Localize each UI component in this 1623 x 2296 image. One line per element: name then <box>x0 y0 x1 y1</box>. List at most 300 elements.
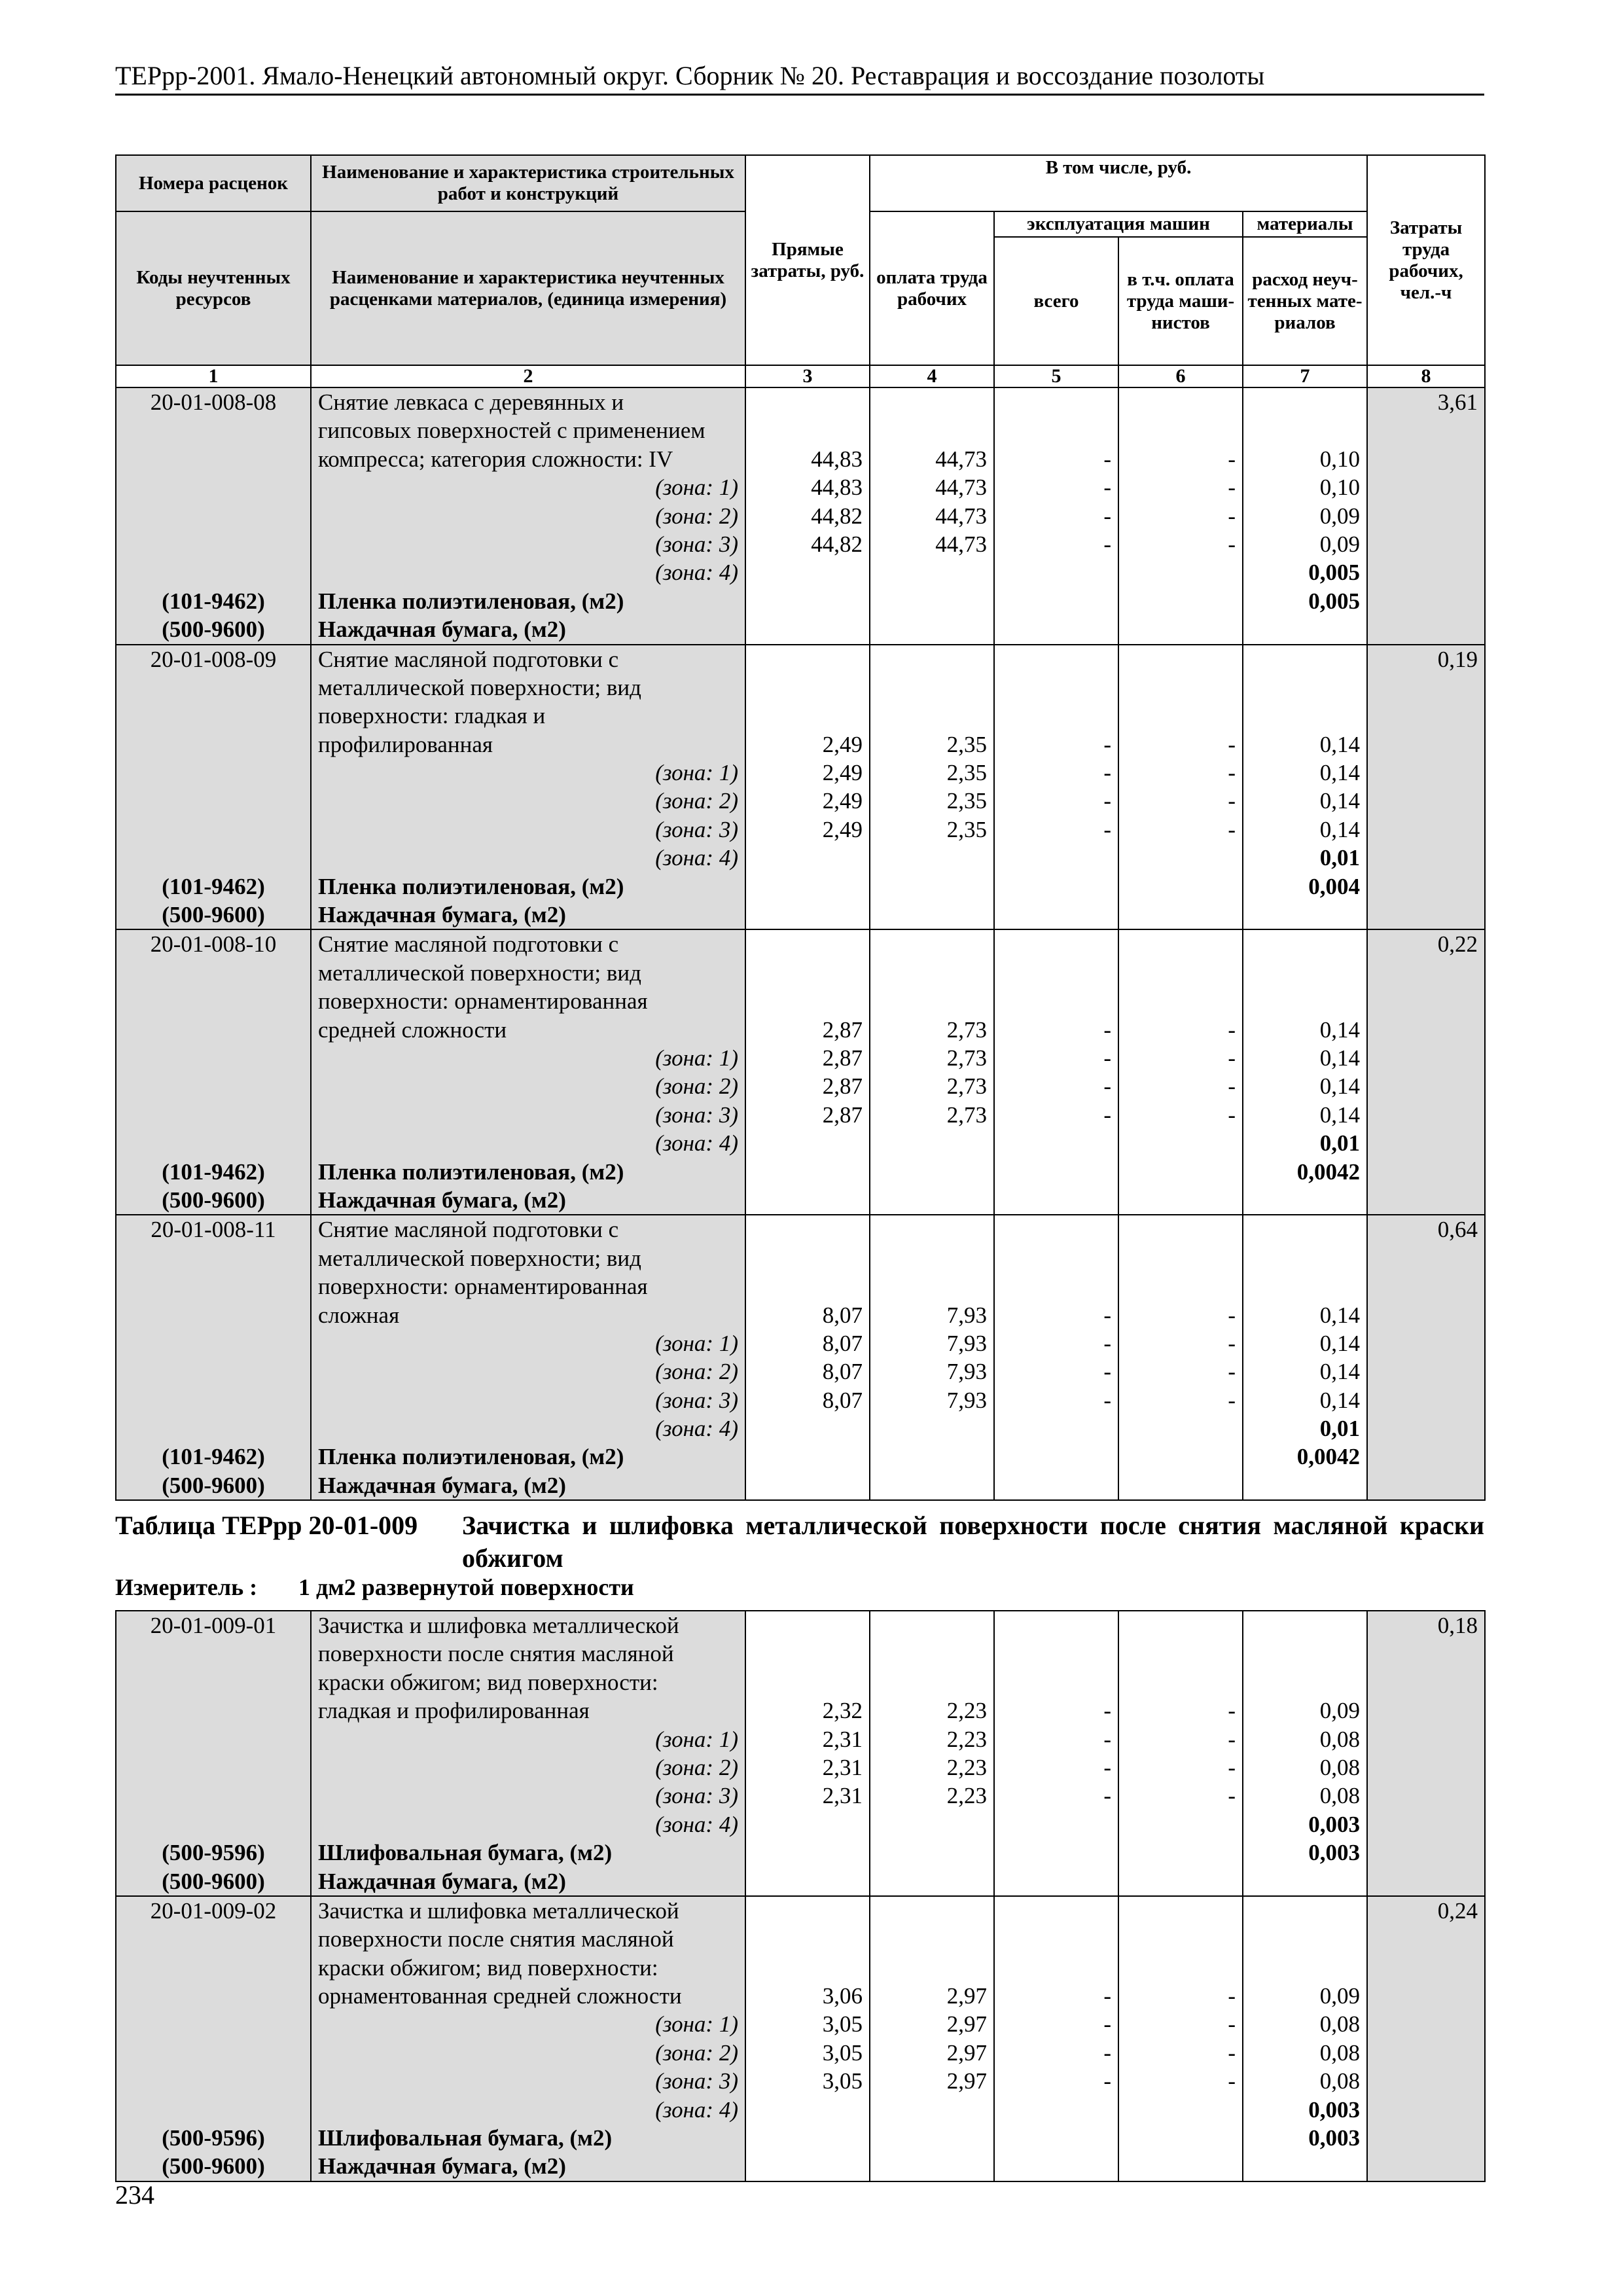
blank-line <box>1250 1954 1360 1982</box>
blank-line <box>1001 1215 1111 1244</box>
meter-value: 1 дм2 развернутой поверхности <box>298 1574 634 1600</box>
blank-line <box>1126 702 1236 730</box>
blank-line <box>123 2039 304 2067</box>
blank-line <box>753 1215 863 1244</box>
zone-label: (зона: 2) <box>655 503 738 529</box>
zone-label: (зона: 3) <box>655 816 738 842</box>
resource-code: (101-9462) <box>162 873 265 899</box>
wages-value: 2,23 <box>946 1783 987 1809</box>
direct-cost-value: 2,49 <box>822 760 863 786</box>
description-line: поверхности: орнаментированная <box>318 988 648 1014</box>
zone-label: (зона: 4) <box>655 560 738 586</box>
machines-value: - <box>1103 531 1111 557</box>
wages-value: 7,93 <box>946 1330 987 1356</box>
wages-value: 44,73 <box>935 503 987 529</box>
machinist-wages-cell <box>1118 645 1243 930</box>
wages-value: 44,73 <box>935 531 987 557</box>
labor-cell <box>1367 1611 1485 1896</box>
description-line: сложная <box>318 1302 400 1328</box>
blank-line <box>123 1072 304 1100</box>
material-qty: 0,003 <box>1308 2096 1360 2123</box>
material-value: 0,09 <box>1319 1983 1360 2009</box>
material-value: 0,14 <box>1319 816 1361 842</box>
machines-value: - <box>1103 1726 1111 1752</box>
blank-line <box>877 1244 987 1272</box>
blank-line <box>1126 1611 1236 1640</box>
labor-value: 0,22 <box>1437 931 1478 958</box>
rates-table-2 <box>115 1610 1486 2182</box>
description-cell <box>311 645 745 930</box>
direct-cost-value: 2,87 <box>822 1045 863 1071</box>
machines-value: - <box>1103 446 1111 472</box>
blank-line <box>753 1954 863 1982</box>
resource-code: (500-9600) <box>162 1187 265 1213</box>
machinist-wages-value: - <box>1228 2011 1236 2037</box>
materials-cell <box>1243 1896 1367 2181</box>
material-value: 0,14 <box>1319 1302 1361 1328</box>
blank-line <box>1001 1668 1111 1696</box>
meter-line <box>115 1573 634 1601</box>
blank-line <box>123 673 304 702</box>
description-line: поверхности: гладкая и <box>318 703 546 729</box>
rate-code: 20-01-008-11 <box>151 1217 276 1243</box>
rate-code: 20-01-008-09 <box>150 646 277 672</box>
blank-line <box>1250 645 1360 673</box>
blank-line <box>123 1386 304 1414</box>
blank-line <box>753 959 863 987</box>
direct-costs-cell <box>745 1896 870 2181</box>
blank-line <box>1250 1215 1360 1244</box>
machinist-wages-value: - <box>1228 788 1236 814</box>
wages-value: 2,35 <box>946 788 987 814</box>
machines-value: - <box>1103 760 1111 786</box>
blank-line <box>1126 2124 1236 2152</box>
materials-cell <box>1243 645 1367 930</box>
machines-value: - <box>1103 731 1111 757</box>
blank-line <box>123 787 304 815</box>
description-cell <box>311 387 745 645</box>
blank-line <box>1001 1839 1111 1867</box>
material-qty: 0,003 <box>1308 1811 1360 1837</box>
blank-line <box>123 1244 304 1272</box>
zone-label: (зона: 3) <box>655 1387 738 1413</box>
machinist-wages-value: - <box>1228 760 1236 786</box>
blank-line <box>1250 416 1360 444</box>
material-value: 0,10 <box>1319 446 1361 472</box>
zone-label: (зона: 3) <box>655 531 738 557</box>
material-value: 0,09 <box>1319 531 1361 557</box>
blank-line <box>877 416 987 444</box>
blank-line <box>1250 673 1360 702</box>
blank-line <box>877 388 987 416</box>
labor-cell <box>1367 929 1485 1215</box>
material-value: 0,09 <box>1319 1698 1360 1724</box>
blank-line <box>1126 930 1236 958</box>
blank-line <box>123 473 304 501</box>
code-cell <box>116 1896 311 2181</box>
description-line: Снятие масляной подготовки с <box>318 931 619 958</box>
blank-line <box>1126 1640 1236 1668</box>
blank-line <box>753 1668 863 1696</box>
description-cell <box>311 1215 745 1500</box>
material-value: 0,14 <box>1319 1102 1361 1128</box>
col-number: 1 <box>116 365 311 387</box>
direct-cost-value: 2,49 <box>822 788 863 814</box>
material-name-header: Наименование и характеристика неучтенных расценками материалов, (единица измерения) <box>311 211 745 365</box>
blank-line <box>123 1925 304 1953</box>
material-name: Наждачная бумага, (м2) <box>318 2153 566 2179</box>
wages-cell <box>870 1611 994 1896</box>
blank-line <box>877 1215 987 1244</box>
wages-value: 7,93 <box>946 1387 987 1413</box>
col-number: 2 <box>311 365 745 387</box>
wages-cell <box>870 387 994 645</box>
wages-value: 44,73 <box>935 446 987 472</box>
machines-cell <box>994 1896 1118 2181</box>
rate-code: 20-01-008-08 <box>150 389 277 415</box>
table-2-description: Зачистка и шлифовка металлической поверхности после снятия масляной краски обжигом <box>462 1511 1484 1573</box>
header-rule <box>115 94 1484 96</box>
direct-cost-value: 2,87 <box>822 1102 863 1128</box>
blank-line <box>877 558 987 586</box>
machines-value: - <box>1103 1698 1111 1724</box>
blank-line <box>1001 388 1111 416</box>
blank-line <box>123 1810 304 1839</box>
blank-line <box>1126 872 1236 901</box>
blank-line <box>1001 673 1111 702</box>
description-line: поверхности: орнаментированная <box>318 1274 648 1300</box>
wages-cell <box>870 1896 994 2181</box>
description-line: Снятие масляной подготовки с <box>318 1217 619 1243</box>
code-cell <box>116 645 311 930</box>
rate-block <box>116 1215 1485 1500</box>
blank-line <box>1001 1272 1111 1300</box>
wages-value: 7,93 <box>946 1359 987 1385</box>
blank-line <box>753 987 863 1015</box>
zone-label: (зона: 2) <box>655 1073 738 1100</box>
blank-line <box>877 1668 987 1696</box>
blank-line <box>877 1897 987 1925</box>
material-qty: 0,003 <box>1308 2125 1360 2151</box>
machinist-wages-value: - <box>1228 531 1236 557</box>
blank-line <box>1250 930 1360 958</box>
blank-line <box>877 2096 987 2124</box>
zone-label: (зона: 2) <box>655 1359 738 1385</box>
wages-value: 2,97 <box>946 1983 987 2009</box>
direct-cost-value: 44,83 <box>811 446 863 472</box>
material-value: 0,10 <box>1319 475 1361 501</box>
material-name: Пленка полиэтиленовая, (м2) <box>318 588 624 614</box>
blank-line <box>877 872 987 901</box>
blank-line <box>753 1839 863 1867</box>
work-name-header: Наименование и характеристика строительных работ и конструкций <box>311 155 745 211</box>
rates-table-1 <box>115 154 1486 1501</box>
material-qty: 0,01 <box>1319 1130 1361 1157</box>
rate-code: 20-01-008-10 <box>150 931 277 958</box>
col-number: 5 <box>994 365 1118 387</box>
code-cell <box>116 1215 311 1500</box>
wages-cell <box>870 645 994 930</box>
resource-code: (500-9600) <box>162 2153 265 2179</box>
blank-line <box>753 587 863 615</box>
wages-value: 2,23 <box>946 1698 987 1724</box>
material-qty: 0,0042 <box>1296 1158 1361 1185</box>
direct-cost-value: 8,07 <box>822 1330 863 1356</box>
machines-value: - <box>1103 475 1111 501</box>
labor-header: Затраты труда рабочих, чел.-ч <box>1367 155 1485 365</box>
wages-cell <box>870 1215 994 1500</box>
direct-cost-value: 8,07 <box>822 1387 863 1413</box>
blank-line <box>123 1668 304 1696</box>
blank-line <box>123 959 304 987</box>
zone-label: (зона: 3) <box>655 1102 738 1128</box>
zone-label: (зона: 4) <box>655 1130 738 1157</box>
blank-line <box>877 587 987 615</box>
blank-line <box>1126 2096 1236 2124</box>
blank-line <box>877 1158 987 1186</box>
material-value: 0,14 <box>1319 1387 1361 1413</box>
machinist-wages-header: в т.ч. оплата труда маши-нистов <box>1118 237 1243 365</box>
blank-line <box>1001 930 1111 958</box>
machinist-wages-value: - <box>1228 1330 1236 1356</box>
blank-line <box>123 1272 304 1300</box>
blank-line <box>123 530 304 558</box>
material-qty: 0,01 <box>1319 1416 1361 1442</box>
machines-value: - <box>1103 1754 1111 1780</box>
machinist-wages-value: - <box>1228 1983 1236 2009</box>
wages-value: 2,97 <box>946 2039 987 2066</box>
page-number: 234 <box>115 2180 154 2210</box>
blank-line <box>753 702 863 730</box>
resource-code: (500-9600) <box>162 1868 265 1894</box>
direct-costs-cell <box>745 387 870 645</box>
direct-costs-cell <box>745 929 870 1215</box>
materials-header: материалы <box>1243 211 1367 237</box>
blank-line <box>1001 1925 1111 1953</box>
description-line: Зачистка и шлифовка металлической <box>318 1897 679 1924</box>
zone-label: (зона: 1) <box>655 475 738 501</box>
blank-line <box>1250 1244 1360 1272</box>
machines-value: - <box>1103 2039 1111 2066</box>
blank-line <box>123 702 304 730</box>
incl-header: В том числе, руб. <box>870 155 1367 211</box>
blank-line <box>123 416 304 444</box>
blank-line <box>123 1329 304 1357</box>
blank-line <box>123 1044 304 1072</box>
blank-line <box>1001 872 1111 901</box>
wages-value: 2,73 <box>946 1045 987 1071</box>
machines-value: - <box>1103 1102 1111 1128</box>
blank-line <box>753 872 863 901</box>
blank-line <box>1126 587 1236 615</box>
blank-line <box>1126 558 1236 586</box>
col-number: 7 <box>1243 365 1367 387</box>
machinist-wages-value: - <box>1228 1387 1236 1413</box>
blank-line <box>877 673 987 702</box>
zone-label: (зона: 1) <box>655 1045 738 1071</box>
material-value: 0,09 <box>1319 503 1361 529</box>
zone-label: (зона: 1) <box>655 2011 738 2037</box>
machines-value: - <box>1103 788 1111 814</box>
machines-value: - <box>1103 2011 1111 2037</box>
machinist-wages-value: - <box>1228 1359 1236 1385</box>
zone-label: (зона: 4) <box>655 1811 738 1837</box>
description-line: поверхности после снятия масляной <box>318 1926 674 1952</box>
rate-block <box>116 1896 1485 2181</box>
blank-line <box>877 987 987 1015</box>
blank-line <box>753 673 863 702</box>
machines-value: - <box>1103 1387 1111 1413</box>
materials-cell <box>1243 387 1367 645</box>
resource-code: (500-9600) <box>162 902 265 928</box>
direct-costs-header: Прямые затраты, руб. <box>745 155 870 365</box>
material-value: 0,14 <box>1319 1330 1361 1356</box>
description-line: компресса; категория сложности: IV <box>318 446 673 472</box>
description-cell <box>311 1896 745 2181</box>
blank-line <box>753 1244 863 1272</box>
machinist-wages-value: - <box>1228 731 1236 757</box>
direct-cost-value: 2,31 <box>822 1783 863 1809</box>
blank-line <box>1001 2096 1111 2124</box>
direct-cost-value: 44,82 <box>811 503 863 529</box>
code-cell <box>116 929 311 1215</box>
rate-block <box>116 645 1485 930</box>
machinist-wages-value: - <box>1228 1726 1236 1752</box>
rate-block <box>116 387 1485 645</box>
blank-line <box>123 1016 304 1044</box>
blank-line <box>123 844 304 872</box>
material-qty: 0,005 <box>1308 560 1361 586</box>
blank-line <box>1001 702 1111 730</box>
machinist-wages-value: - <box>1228 1102 1236 1128</box>
blank-line <box>1250 702 1360 730</box>
labor-value: 0,18 <box>1437 1613 1478 1638</box>
description-line: средней сложности <box>318 1016 507 1043</box>
rate-code: 20-01-009-01 <box>150 1613 277 1638</box>
machines-cell <box>994 929 1118 1215</box>
machinist-wages-cell <box>1118 1215 1243 1500</box>
resource-code: (101-9462) <box>162 588 265 614</box>
wages-value: 2,73 <box>946 1073 987 1100</box>
labor-cell <box>1367 645 1485 930</box>
direct-cost-value: 3,05 <box>822 2039 863 2066</box>
machinist-wages-value: - <box>1228 503 1236 529</box>
blank-line <box>1001 959 1111 987</box>
material-name: Пленка полиэтиленовая, (м2) <box>318 1444 624 1470</box>
blank-line <box>877 702 987 730</box>
machines-value: - <box>1103 1359 1111 1385</box>
blank-line <box>1126 388 1236 416</box>
wages-value: 44,73 <box>935 475 987 501</box>
blank-line <box>877 645 987 673</box>
blank-line <box>753 1414 863 1443</box>
machinist-wages-value: - <box>1228 816 1236 842</box>
blank-line <box>123 445 304 473</box>
direct-costs-cell <box>745 645 870 930</box>
blank-line <box>1126 1897 1236 1925</box>
blank-line <box>1126 416 1236 444</box>
material-value: 0,14 <box>1319 788 1361 814</box>
wages-value: 2,73 <box>946 1102 987 1128</box>
wages-value: 2,97 <box>946 2011 987 2037</box>
blank-line <box>1001 645 1111 673</box>
machines-value: - <box>1103 1330 1111 1356</box>
description-line: Снятие масляной подготовки с <box>318 646 619 672</box>
material-value: 0,14 <box>1319 1016 1361 1043</box>
machines-cell <box>994 1215 1118 1500</box>
machines-value: - <box>1103 1016 1111 1043</box>
blank-line <box>123 502 304 530</box>
material-value: 0,08 <box>1319 1754 1360 1780</box>
blank-line <box>1126 1414 1236 1443</box>
blank-line <box>1250 987 1360 1015</box>
direct-cost-value: 2,87 <box>822 1016 863 1043</box>
blank-line <box>123 1982 304 2010</box>
description-line: краски обжигом; вид поверхности: <box>318 1954 658 1981</box>
material-value: 0,14 <box>1319 731 1361 757</box>
resource-code: (101-9462) <box>162 1158 265 1185</box>
material-name: Пленка полиэтиленовая, (м2) <box>318 873 624 899</box>
machines-header: эксплуатация машин <box>994 211 1243 237</box>
labor-value: 0,64 <box>1437 1217 1478 1243</box>
blank-line <box>123 1301 304 1329</box>
blank-line <box>877 2124 987 2152</box>
blank-line <box>1126 645 1236 673</box>
resource-codes-header: Коды неучтенных ресурсов <box>116 211 311 365</box>
blank-line <box>753 1443 863 1471</box>
blank-line <box>123 1357 304 1386</box>
description-line: металлической поверхности; вид <box>318 674 641 700</box>
code-cell <box>116 387 311 645</box>
machinist-wages-value: - <box>1228 1302 1236 1328</box>
machinist-wages-value: - <box>1228 1698 1236 1724</box>
blank-line <box>1126 1810 1236 1839</box>
col-number: 3 <box>745 365 870 387</box>
blank-line <box>1250 1272 1360 1300</box>
blank-line <box>123 558 304 586</box>
material-value: 0,08 <box>1319 1726 1360 1752</box>
machines-cell <box>994 1611 1118 1896</box>
blank-line <box>1001 587 1111 615</box>
machinist-wages-value: - <box>1228 446 1236 472</box>
blank-line <box>753 645 863 673</box>
blank-line <box>753 2096 863 2124</box>
material-value: 0,14 <box>1319 1073 1361 1100</box>
description-line: гладкая и профилированная <box>318 1698 590 1724</box>
blank-line <box>1126 1272 1236 1300</box>
blank-line <box>877 1272 987 1300</box>
machines-total-header: всего <box>994 237 1118 365</box>
wages-value: 2,35 <box>946 760 987 786</box>
blank-line <box>1001 1414 1111 1443</box>
material-name: Наждачная бумага, (м2) <box>318 617 566 643</box>
direct-cost-value: 2,31 <box>822 1726 863 1752</box>
blank-line <box>1001 1443 1111 1471</box>
machinist-wages-cell <box>1118 1896 1243 2181</box>
resource-code: (101-9462) <box>162 1444 265 1470</box>
blank-line <box>1001 1129 1111 1157</box>
blank-line <box>123 2096 304 2124</box>
blank-line <box>1001 1244 1111 1272</box>
blank-line <box>1250 959 1360 987</box>
material-value: 0,08 <box>1319 2039 1360 2066</box>
blank-line <box>1250 1611 1360 1640</box>
blank-line <box>123 987 304 1015</box>
blank-line <box>123 1725 304 1753</box>
machinist-wages-cell <box>1118 1611 1243 1896</box>
blank-line <box>1126 1954 1236 1982</box>
zone-label: (зона: 1) <box>655 1330 738 1356</box>
